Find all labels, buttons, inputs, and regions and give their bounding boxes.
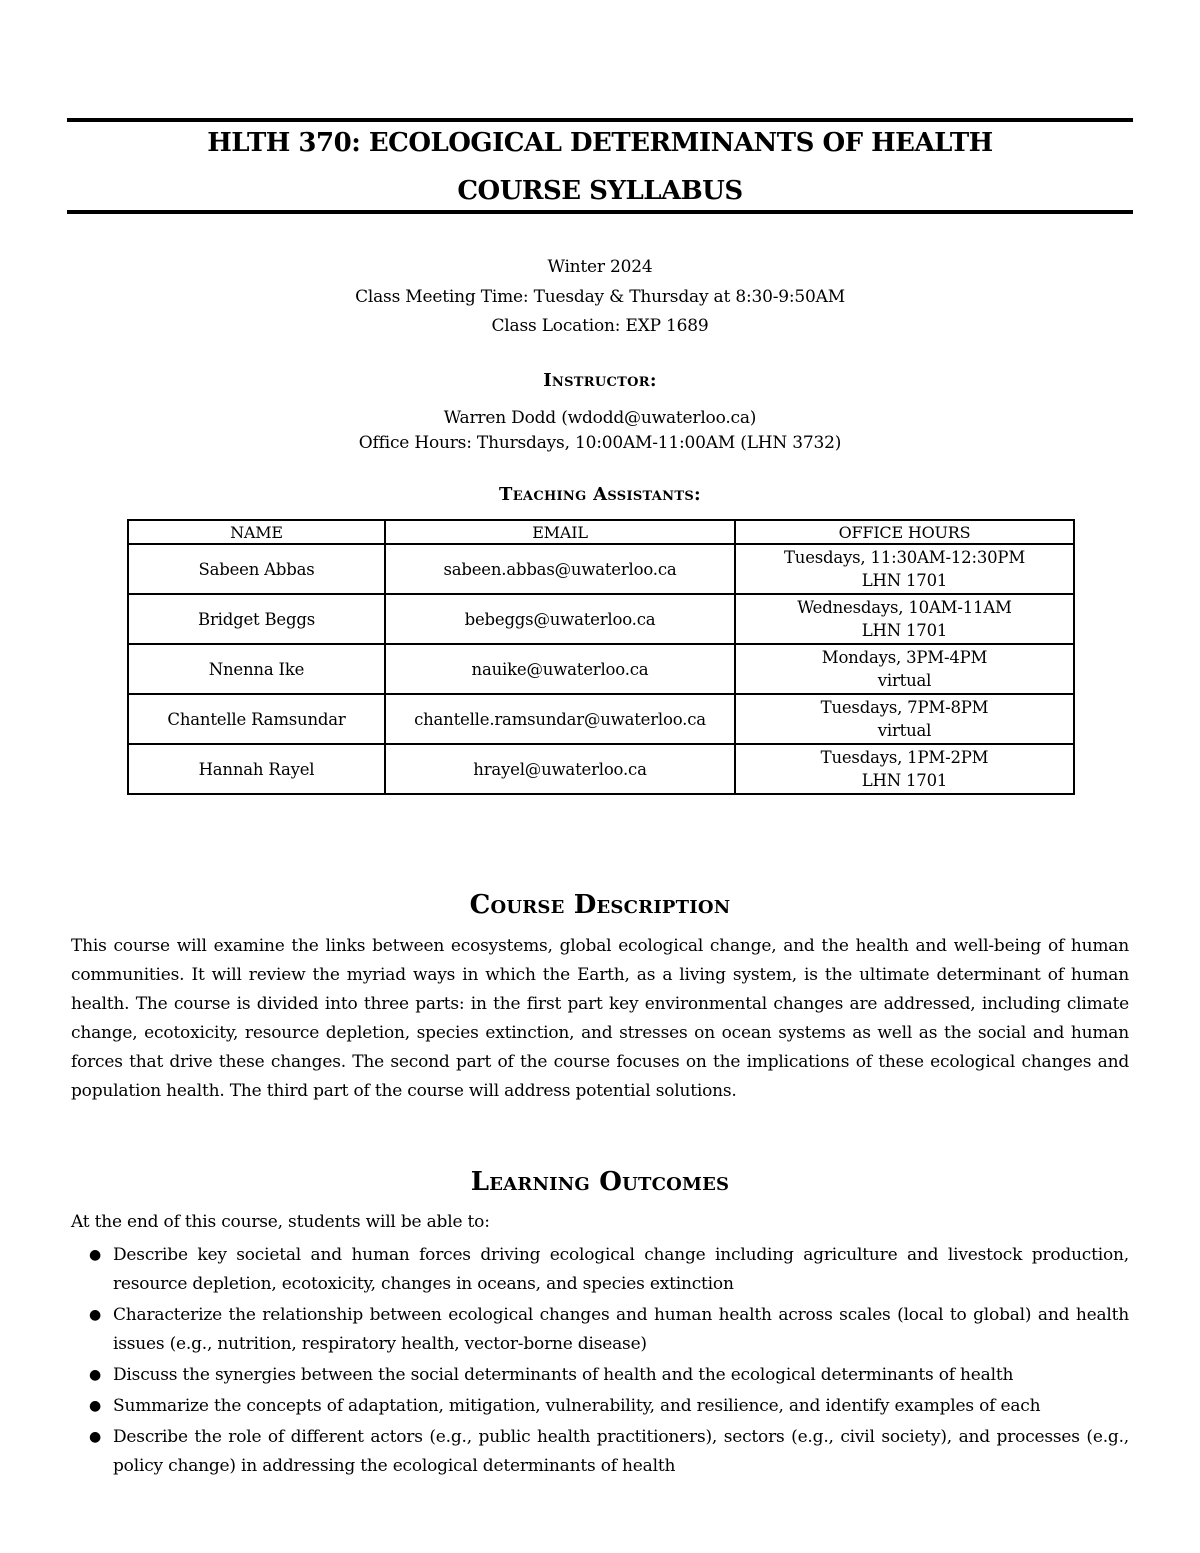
column-header-office-hours: OFFICE HOURS [735, 520, 1074, 544]
course-description-heading: Course Description [469, 890, 731, 920]
ta-hours: Tuesdays, 11:30AM-12:30PM [783, 548, 1026, 567]
ta-place: virtual [877, 721, 932, 740]
ta-hours: Wednesdays, 10AM-11AM [797, 598, 1012, 617]
outcome-text: Describe key societal and human forces driving ecological change including agriculture and livestock production, resource depletion, ecotoxicity, changes in oceans, and species extinction [113, 1245, 1129, 1294]
list-item [71, 1361, 1129, 1390]
ta-email: nauike@uwaterloo.ca [385, 644, 735, 694]
ta-email: hrayel@uwaterloo.ca [385, 744, 735, 794]
ta-name: Sabeen Abbas [128, 544, 385, 594]
list-item [71, 1423, 1129, 1481]
outcome-text: Summarize the concepts of adaptation, mitigation, vulnerability, and resilience, and identify examples of each [113, 1396, 1041, 1416]
class-location: Class Location: EXP 1689 [491, 316, 709, 336]
bullet-icon: ● [89, 1307, 102, 1323]
learning-outcomes-list [71, 1241, 1129, 1483]
ta-office-hours [735, 694, 1074, 744]
course-description-text: This course will examine the links between ecosystems, global ecological change, and the health and well-being of human communities. It will review the myriad ways in which the Earth, as a living system, is the ultimate determinant of human health. The course is divided into three parts: in the first part key environmental changes are addressed, including climate change, ecotoxicity, resource depletion, species extinction, and stresses on ocean systems as well as the social and human forces that drive these changes. The second part of the course focuses on the implications of these ecological changes and population health. The third part of the course will address potential solutions. [71, 936, 1129, 1101]
title-top-rule [67, 118, 1133, 122]
bullet-icon: ● [89, 1398, 102, 1414]
table-row [128, 694, 1074, 744]
ta-table-header-row [128, 520, 1074, 544]
bullet-icon: ● [89, 1429, 102, 1445]
ta-name: Hannah Rayel [128, 744, 385, 794]
ta-place: LHN 1701 [861, 621, 948, 640]
ta-place: virtual [877, 671, 932, 690]
instructor-heading: Instructor: [543, 370, 657, 391]
outcome-text: Discuss the synergies between the social determinants of health and the ecological determinants of health [113, 1365, 1014, 1385]
ta-hours: Tuesdays, 1PM-2PM [820, 748, 989, 767]
ta-place: LHN 1701 [861, 571, 948, 590]
ta-email: chantelle.ramsundar@uwaterloo.ca [385, 694, 735, 744]
instructor-name-email: Warren Dodd (wdodd@uwaterloo.ca) [443, 408, 757, 428]
ta-heading: Teaching Assistants: [499, 484, 701, 505]
table-row [128, 594, 1074, 644]
table-row [128, 544, 1074, 594]
ta-office-hours [735, 644, 1074, 694]
learning-outcomes-intro: At the end of this course, students will be able to: [71, 1212, 490, 1232]
ta-office-hours [735, 594, 1074, 644]
list-item [71, 1241, 1129, 1299]
ta-place: LHN 1701 [861, 771, 948, 790]
ta-name: Bridget Beggs [128, 594, 385, 644]
title-bottom-rule [67, 210, 1133, 214]
ta-office-hours [735, 744, 1074, 794]
course-title: HLTH 370: ECOLOGICAL DETERMINANTS OF HEALTH [207, 128, 993, 158]
list-item [71, 1392, 1129, 1421]
outcome-text: Describe the role of different actors (e.g., public health practitioners), sectors (e.g., civil society), and processes (e.g., policy change) in addressing the ecological determinants of health [113, 1427, 1129, 1476]
bullet-icon: ● [89, 1367, 102, 1383]
ta-table [127, 519, 1075, 795]
ta-office-hours [735, 544, 1074, 594]
ta-hours: Tuesdays, 7PM-8PM [820, 698, 989, 717]
meeting-time: Class Meeting Time: Tuesday & Thursday at 8:30-9:50AM [355, 287, 845, 307]
instructor-office-hours: Office Hours: Thursdays, 10:00AM-11:00AM (LHN 3732) [358, 433, 842, 453]
ta-hours: Mondays, 3PM-4PM [821, 648, 988, 667]
column-header-name: NAME [128, 520, 385, 544]
ta-name: Chantelle Ramsundar [128, 694, 385, 744]
table-row [128, 744, 1074, 794]
ta-email: bebeggs@uwaterloo.ca [385, 594, 735, 644]
ta-name: Nnenna Ike [128, 644, 385, 694]
ta-email: sabeen.abbas@uwaterloo.ca [385, 544, 735, 594]
list-item [71, 1301, 1129, 1359]
table-row [128, 644, 1074, 694]
bullet-icon: ● [89, 1247, 102, 1263]
term: Winter 2024 [547, 257, 653, 277]
column-header-email: EMAIL [385, 520, 735, 544]
learning-outcomes-heading: Learning Outcomes [470, 1167, 730, 1197]
outcome-text: Characterize the relationship between ecological changes and human health across scales (local to global) and health issues (e.g., nutrition, respiratory health, vector-borne disease) [113, 1305, 1129, 1354]
document-subtitle: COURSE SYLLABUS [457, 176, 743, 206]
